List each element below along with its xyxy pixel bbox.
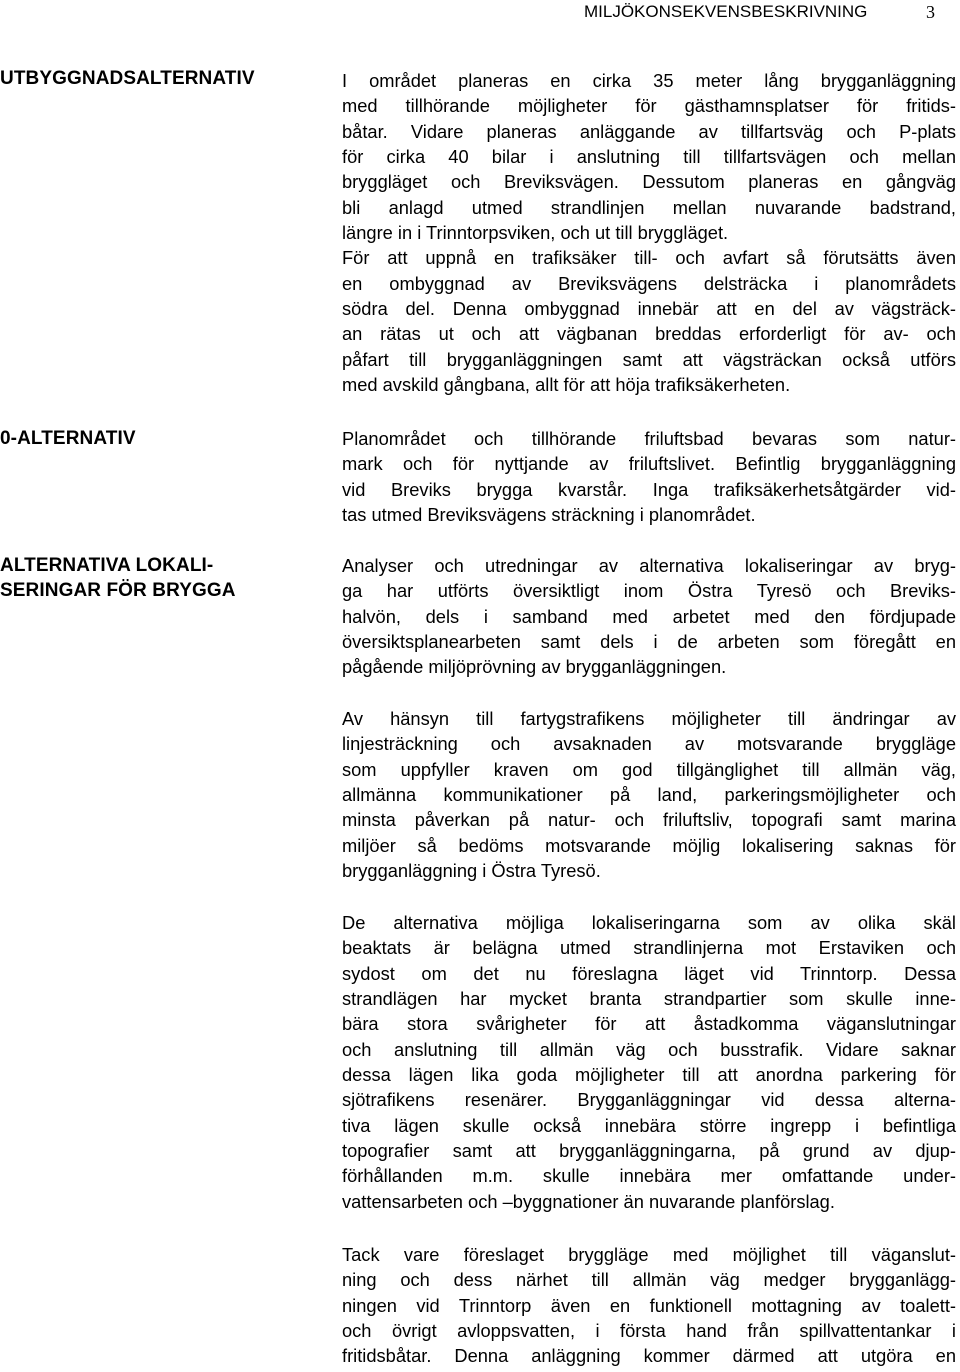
text-line: ningen vid Trinntorp även en funktionell mottagning av toalett- [342, 1294, 956, 1316]
heading-line: SERINGAR FÖR BRYGGA [0, 580, 236, 601]
text-line: De alternativa möjliga lokaliseringarna som av olika skäl [342, 912, 956, 933]
paragraph-lokaliseringar-analys [342, 553, 956, 680]
text-line: strandlägen har mycket branta strandpartier som skulle inne- [342, 988, 956, 1010]
text-line: Av hänsyn till fartygstrafikens möjligheter till ändringar av [342, 708, 956, 729]
section-heading-0-alternativ [0, 426, 300, 451]
paragraph-lokaliseringar-hansyn [342, 706, 956, 883]
text-line: förhållanden m.m. skulle innebära mer omfattande under- [342, 1165, 956, 1187]
text-line: bli anlagd utmed strandlinjen mellan nuvarande badstrand, [342, 196, 956, 218]
text-line: och anslutning till allmän väg och busstrafik. Vidare saknar [342, 1038, 956, 1060]
text-line: Analyser och utredningar av alternativa lokaliseringar av bryg- [342, 555, 956, 576]
paragraph-lokaliseringar-alternativa [342, 910, 956, 1214]
text-line: dessa lägen lika goda möjligheter till att anordna parkering för [342, 1064, 956, 1086]
text-line: allmänna kommunikationer på land, parkeringsmöjligheter och [342, 784, 956, 806]
text-line: en ombyggnad av Breviksvägens delsträcka i planområdets [342, 272, 956, 294]
text-line: längre in i Trinntorpsviken, och ut till bryggläget. [342, 222, 729, 244]
heading-line: 0-ALTERNATIV [0, 428, 136, 449]
text-line: vid Breviks brygga kvarstår. Inga trafiksäkerhetsåtgärder vid- [342, 478, 956, 500]
text-line: pågående miljöprövning av brygganläggningen. [342, 656, 727, 678]
text-line: beaktats är belägna utmed strandlinjerna mot Erstaviken och [342, 937, 956, 959]
text-line: topografier samt att brygganläggningarna, på grund av djup- [342, 1140, 956, 1162]
text-line: som uppfyller kraven om god tillgänglighet till allmän väg, [342, 758, 956, 780]
text-line: med tillhörande möjligheter för gästhamnsplatser för fritids- [342, 95, 956, 117]
text-line: översiktsplanearbeten samt dels i de arbeten som föregått en [342, 631, 956, 653]
text-line: ga har utförts översiktligt inom Östra Tyresö och Breviks- [342, 580, 956, 602]
section-heading-utbyggnadsalternativ [0, 66, 300, 91]
text-line: och övrigt avloppsvatten, i första hand från spillvattentankar i [342, 1320, 956, 1342]
text-line: sydost om det nu föreslagna läget vid Trinntorp. Dessa [342, 962, 956, 984]
heading-line: UTBYGGNADSALTERNATIV [0, 68, 255, 89]
text-line: med avskild gångbana, allt för att höja trafiksäkerheten. [342, 374, 791, 396]
text-line: bära stora svårigheter för att åstadkomma väganslutningar [342, 1013, 956, 1035]
text-line: Planområdet och tillhörande friluftsbad bevaras som natur- [342, 428, 956, 449]
text-line: För att uppnå en trafiksäker till- och avfart så förutsätts även [342, 247, 956, 269]
text-line: sjötrafikens resenärer. Brygganläggningar vid dessa alterna- [342, 1089, 956, 1111]
text-line: linjesträckning och avsaknaden av motsvarande bryggläge [342, 733, 956, 755]
section-heading-alternativa-lokaliseringar [0, 553, 300, 603]
paragraph-lokaliseringar-tack-vare [342, 1242, 956, 1369]
text-line: vattensarbeten och –byggnationer än nuvarande planförslag. [342, 1190, 835, 1212]
text-line: tiva lägen skulle också innebära större ingrepp i befintliga [342, 1114, 956, 1136]
text-line: halvön, dels i samband med arbetet med den fördjupade [342, 605, 956, 627]
text-line: södra del. Denna ombyggnad innebär att en del av vägsträck- [342, 298, 956, 320]
text-line: ning och dess närhet till allmän väg medger brygganlägg- [342, 1269, 956, 1291]
text-line: fritidsbåtar. Denna anläggning kommer därmed att utgöra en [342, 1345, 956, 1367]
text-line: minsta påverkan på natur- och friluftsliv, topografi samt marina [342, 809, 956, 831]
heading-line: ALTERNATIVA LOKALI- [0, 555, 214, 576]
text-line: miljöer så bedöms motsvarande möjlig lokalisering saknas för [342, 834, 956, 856]
page-header [584, 2, 935, 22]
text-line: tas utmed Breviksvägens sträckning i planområdet. [342, 504, 756, 526]
text-line: Tack vare föreslaget bryggläge med möjlighet till väganslut- [342, 1244, 956, 1265]
text-line: I området planeras en cirka 35 meter lång brygganläggning [342, 70, 956, 91]
text-line: brygganläggning i Östra Tyresö. [342, 860, 601, 882]
page-number: 3 [926, 2, 935, 22]
text-line: för cirka 40 bilar i anslutning till tillfartsvägen och mellan [342, 146, 956, 168]
header-title: MILJÖKONSEKVENSBESKRIVNING [584, 2, 868, 21]
text-line: bryggläget och Breviksvägen. Dessutom planeras en gångväg [342, 171, 956, 193]
text-line: påfart till brygganläggningen samt att vägsträckan också utförs [342, 348, 956, 370]
paragraph-0-alternativ [342, 426, 956, 527]
text-line: mark och för nyttjande av friluftslivet. Befintlig brygganläggning [342, 453, 956, 475]
paragraph-utbyggnadsalternativ [342, 68, 956, 397]
text-line: an rätas ut och att vägbanan breddas erforderligt för av- och [342, 323, 956, 345]
text-line: båtar. Vidare planeras anläggande av tillfartsväg och P-plats [342, 120, 956, 142]
